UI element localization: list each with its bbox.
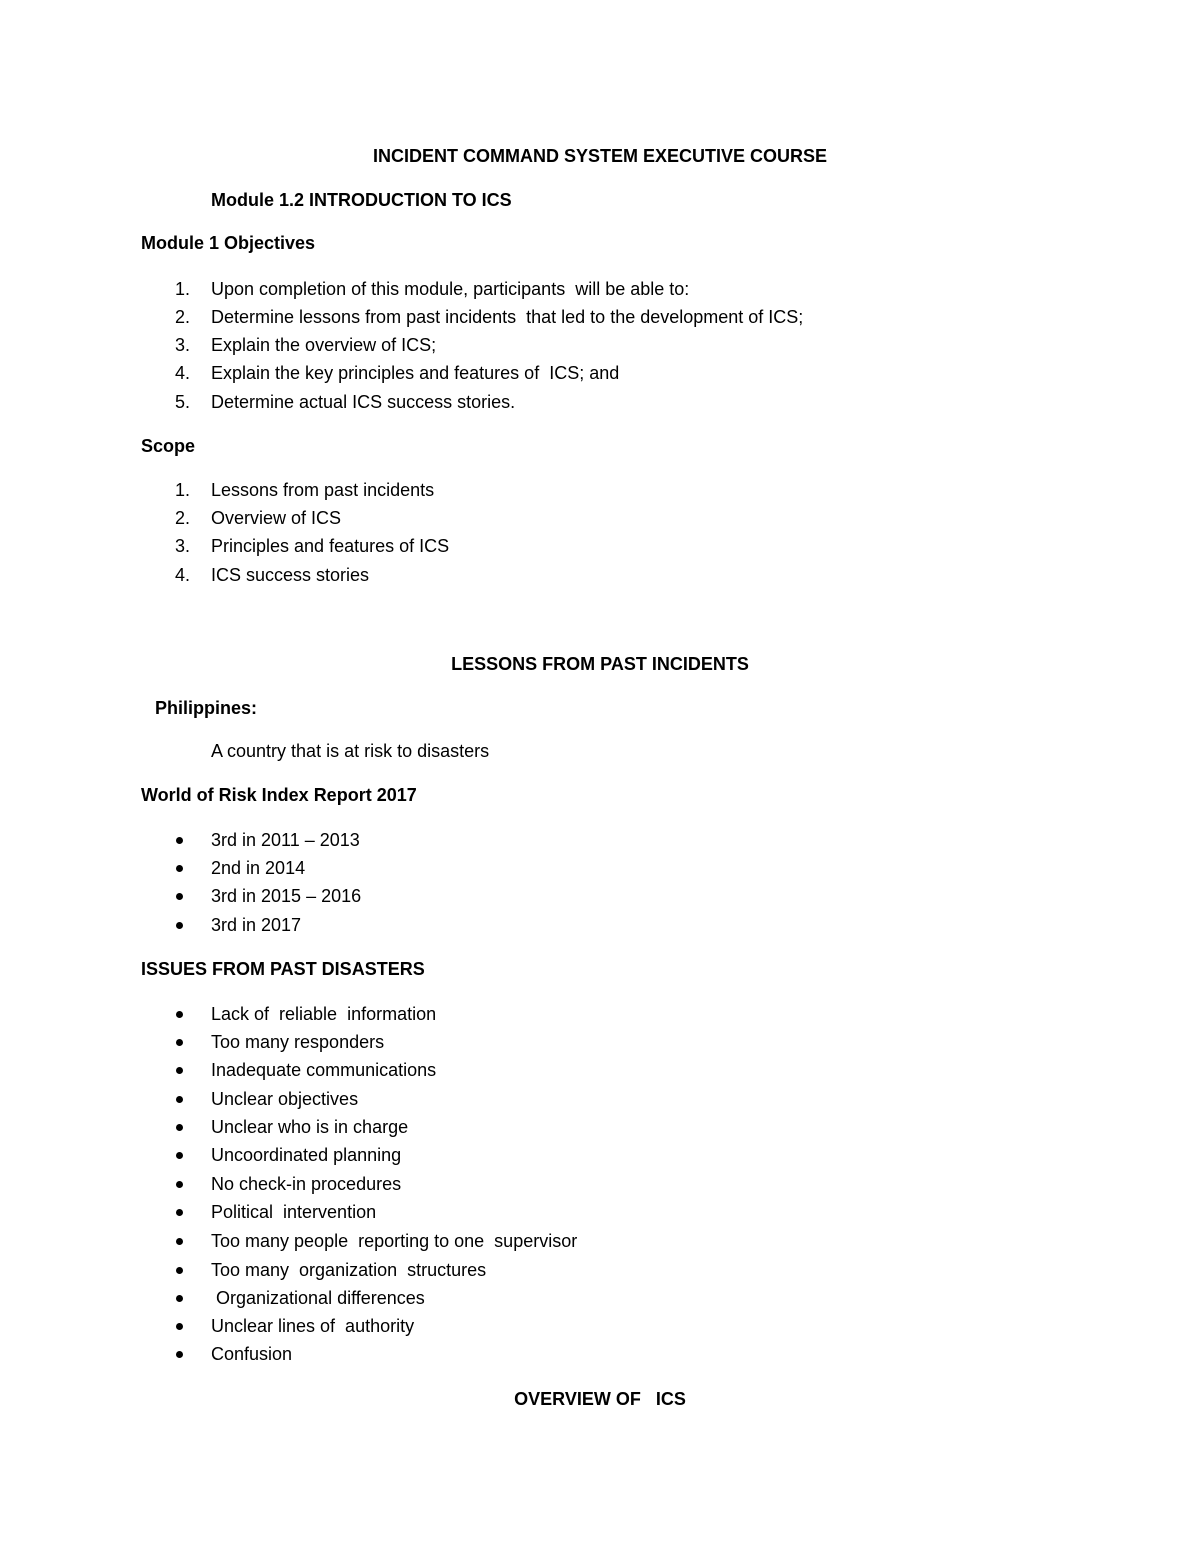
bullet-icon — [174, 914, 186, 936]
list-item: No check-in procedures — [211, 1174, 402, 1194]
list-number: 2. — [174, 307, 190, 327]
module-heading: Module 1.2 INTRODUCTION TO ICS — [211, 190, 512, 210]
list-number: 5. — [174, 392, 190, 412]
list-item: Uncoordinated planning — [211, 1145, 402, 1165]
country-description: A country that is at risk to disasters — [211, 741, 490, 761]
list-item: Lack of reliable information — [211, 1004, 437, 1024]
list-item: Explain the key principles and features of ICS; and — [211, 363, 620, 383]
list-item: Explain the overview of ICS; — [211, 335, 437, 355]
list-item: 3rd in 2017 — [211, 915, 302, 935]
list-item: Upon completion of this module, participants will be able to: — [211, 279, 690, 299]
document-title: INCIDENT COMMAND SYSTEM EXECUTIVE COURSE — [372, 146, 828, 166]
list-number: 4. — [174, 565, 190, 585]
bullet-icon — [174, 1259, 186, 1281]
list-item: 3rd in 2011 – 2013 — [211, 830, 360, 850]
list-item: ICS success stories — [211, 565, 370, 585]
bullet-icon — [174, 857, 186, 879]
list-item: Unclear objectives — [211, 1089, 359, 1109]
bullet-icon — [174, 829, 186, 851]
list-item: Too many responders — [211, 1032, 385, 1052]
bullet-icon — [174, 1315, 186, 1337]
country-label: Philippines: — [155, 698, 258, 718]
list-item: 2nd in 2014 — [211, 858, 306, 878]
list-item: Overview of ICS — [211, 508, 342, 528]
bullet-icon — [174, 1173, 186, 1195]
risk-index-heading: World of Risk Index Report 2017 — [141, 785, 417, 805]
list-number: 4. — [174, 363, 190, 383]
list-item: Inadequate communications — [211, 1060, 437, 1080]
list-item: Principles and features of ICS — [211, 536, 450, 556]
list-number: 3. — [174, 335, 190, 355]
list-item: Unclear who is in charge — [211, 1117, 409, 1137]
issues-heading: ISSUES FROM PAST DISASTERS — [141, 959, 425, 979]
list-number: 1. — [174, 480, 190, 500]
list-item: Political intervention — [211, 1202, 377, 1222]
list-number: 1. — [174, 279, 190, 299]
list-number: 3. — [174, 536, 190, 556]
list-item: Too many organization structures — [211, 1260, 487, 1280]
list-item: Unclear lines of authority — [211, 1316, 415, 1336]
list-number: 2. — [174, 508, 190, 528]
bullet-icon — [174, 1144, 186, 1166]
bullet-icon — [174, 885, 186, 907]
bullet-icon — [174, 1003, 186, 1025]
list-item: Determine actual ICS success stories. — [211, 392, 516, 412]
bullet-icon — [174, 1201, 186, 1223]
list-item: 3rd in 2015 – 2016 — [211, 886, 362, 906]
list-item: Determine lessons from past incidents that led to the development of ICS; — [211, 307, 804, 327]
list-item: Too many people reporting to one supervisor — [211, 1231, 578, 1251]
bullet-icon — [174, 1230, 186, 1252]
bullet-icon — [174, 1287, 186, 1309]
bullet-icon — [174, 1059, 186, 1081]
bullet-icon — [174, 1031, 186, 1053]
list-item: Organizational differences — [211, 1288, 425, 1308]
list-item: Lessons from past incidents — [211, 480, 435, 500]
bullet-icon — [174, 1343, 186, 1365]
overview-heading: OVERVIEW OF ICS — [514, 1389, 686, 1409]
lessons-heading: LESSONS FROM PAST INCIDENTS — [451, 654, 749, 674]
scope-heading: Scope — [141, 436, 196, 456]
objectives-heading: Module 1 Objectives — [141, 233, 316, 253]
bullet-icon — [174, 1088, 186, 1110]
bullet-icon — [174, 1116, 186, 1138]
list-item: Confusion — [211, 1344, 293, 1364]
